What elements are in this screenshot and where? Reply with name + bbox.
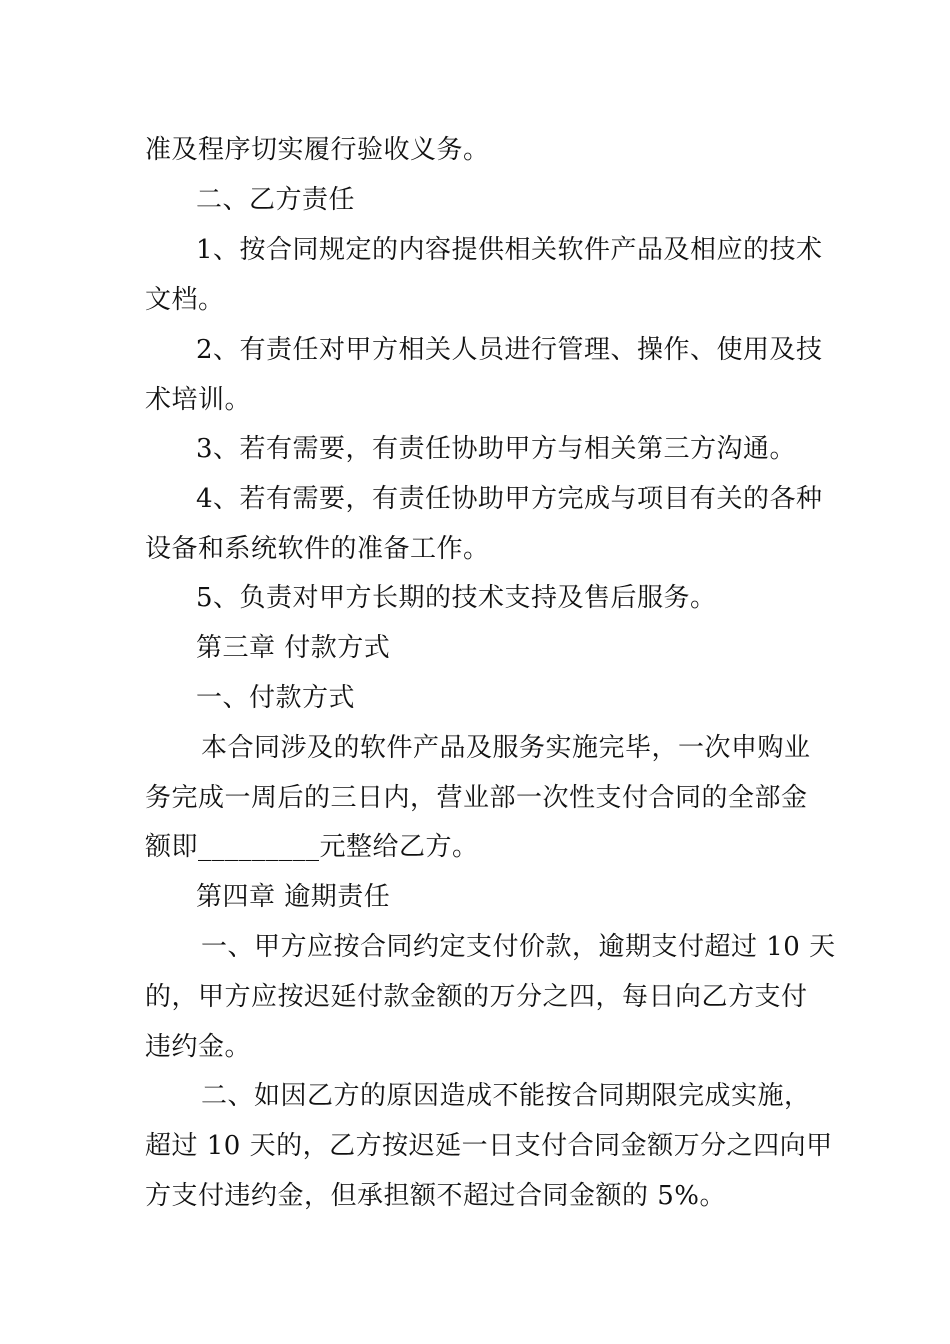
text-line: 本合同涉及的软件产品及服务实施完毕，一次申购业: [201, 733, 811, 763]
text-line: 的，甲方应按迟延付款金额的万分之四，每日向乙方支付: [145, 982, 808, 1012]
text-line: 二、乙方责任: [196, 185, 356, 215]
chapter-heading: 第四章 逾期责任: [196, 882, 391, 912]
text-line: 准及程序切实履行验收义务。: [145, 135, 490, 165]
text-line: 二、如因乙方的原因造成不能按合同期限完成实施，: [201, 1081, 811, 1111]
text-line: 方支付违约金，但承担额不超过合同金额的 5%。: [145, 1181, 727, 1211]
text-line: 2、有责任对甲方相关人员进行管理、操作、使用及技: [196, 335, 823, 365]
section-heading: 一、付款方式: [196, 683, 356, 713]
text-line: 设备和系统软件的准备工作。: [145, 534, 490, 564]
text-line: 术培训。: [145, 385, 252, 415]
text-line: 1、按合同规定的内容提供相关软件产品及相应的技术: [196, 235, 823, 265]
text-line: 3、若有需要，有责任协助甲方与相关第三方沟通。: [196, 434, 797, 464]
text-line: 文档。: [145, 285, 225, 315]
text-line: 务完成一周后的三日内，营业部一次性支付合同的全部金: [145, 783, 808, 813]
text-line: 额即_________元整给乙方。: [145, 832, 479, 862]
text-line: 违约金。: [145, 1032, 252, 1062]
text-line: 5、负责对甲方长期的技术支持及售后服务。: [196, 583, 717, 613]
chapter-heading: 第三章 付款方式: [196, 633, 391, 663]
text-line: 4、若有需要，有责任协助甲方完成与项目有关的各种: [196, 484, 823, 514]
text-line: 一、甲方应按合同约定支付价款，逾期支付超过 10 天: [201, 932, 836, 962]
text-line: 超过 10 天的，乙方按迟延一日支付合同金额万分之四向甲: [145, 1131, 833, 1161]
